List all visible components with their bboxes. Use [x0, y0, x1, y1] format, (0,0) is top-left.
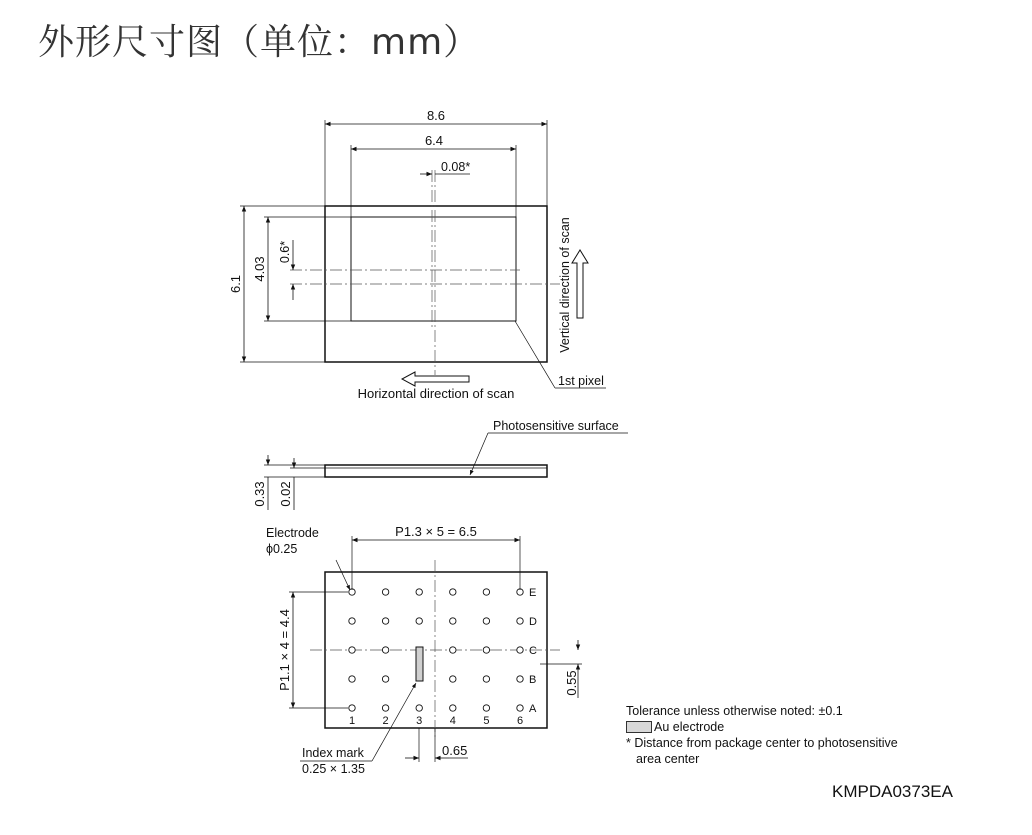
dim-0-55: 0.55 — [564, 670, 579, 696]
tolerance-note: Tolerance unless otherwise noted: ±0.1 — [626, 704, 843, 718]
index-mark-size: 0.25 × 1.35 — [302, 762, 365, 776]
electrode-pad-C2 — [382, 647, 388, 653]
electrode-pad-B2 — [382, 676, 388, 682]
dim-0-65: 0.65 — [442, 743, 468, 758]
electrode-pad-E5 — [483, 589, 489, 595]
electrode-pad-C6 — [517, 647, 523, 653]
vertical-scan-label: Vertical direction of scan — [558, 217, 572, 353]
column-label: 3 — [416, 715, 423, 727]
dim-0-6: 0.6* — [278, 240, 292, 264]
electrode-pad-A4 — [450, 705, 456, 711]
au-electrode-swatch — [626, 721, 652, 733]
electrode-pad-A2 — [382, 705, 388, 711]
au-legend — [626, 719, 898, 735]
electrode-pad-E4 — [450, 589, 456, 595]
row-label: A — [529, 703, 537, 715]
vertical-scan-arrow-icon — [572, 250, 588, 318]
electrode-pad-B1 — [349, 676, 355, 682]
side-view — [252, 419, 628, 510]
electrode-pad-A5 — [483, 705, 489, 711]
electrode-pad-B4 — [450, 676, 456, 682]
footnote-line-1: * Distance from package center to photosensitive — [626, 736, 898, 750]
horizontal-scan-arrow-icon — [402, 372, 469, 386]
electrode-pad-A3 — [416, 705, 422, 711]
electrode-grid — [349, 587, 537, 727]
electrode-label: Electrode — [266, 526, 319, 540]
photosensitive-area — [351, 217, 516, 321]
row-label: C — [529, 645, 537, 657]
electrode-pad-D2 — [382, 618, 388, 624]
horizontal-scan-label: Horizontal direction of scan — [357, 386, 515, 401]
column-label: 5 — [483, 715, 490, 727]
column-label: 1 — [348, 715, 356, 727]
notes — [626, 703, 898, 767]
electrode-pad-D1 — [349, 618, 355, 624]
index-mark-leader — [372, 683, 416, 761]
footnote-line-2: area center — [636, 752, 700, 766]
row-label: E — [529, 587, 537, 599]
photosensitive-label: Photosensitive surface — [493, 419, 619, 433]
package-side-outline — [325, 465, 547, 477]
column-label: 2 — [382, 715, 389, 727]
top-view — [228, 108, 606, 401]
electrode-pad-D4 — [450, 618, 456, 624]
document-code: KMPDA0373EA — [832, 782, 953, 801]
electrode-pad-A1 — [349, 705, 355, 711]
column-label: 6 — [516, 715, 524, 727]
electrode-pad-D5 — [483, 618, 489, 624]
dim-8-6: 8.6 — [426, 108, 446, 123]
row-label: B — [529, 674, 537, 686]
dim-pitch-y: P1.1 × 4 = 4.4 — [277, 609, 292, 691]
electrode-pad-B6 — [517, 676, 523, 682]
page-title: 外形尺寸图（单位：mm） — [38, 22, 481, 63]
index-mark-label: Index mark — [302, 746, 364, 760]
electrode-pad-D6 — [517, 618, 523, 624]
first-pixel-label: 1st pixel — [558, 374, 604, 388]
dim-4-03: 4.03 — [252, 256, 267, 282]
electrode-pad-A6 — [517, 705, 523, 711]
dim-6-4: 6.4 — [424, 133, 444, 148]
electrode-leader — [336, 560, 350, 590]
dim-6-1: 6.1 — [228, 274, 243, 294]
electrode-pad-C4 — [450, 647, 456, 653]
index-mark — [416, 647, 423, 681]
electrode-pad-E2 — [382, 589, 388, 595]
electrode-pad-C1 — [349, 647, 355, 653]
electrode-pad-B5 — [483, 676, 489, 682]
electrode-diameter: ϕ0.25 — [266, 542, 298, 556]
dim-0-08: 0.08* — [441, 160, 471, 174]
electrode-pad-D3 — [416, 618, 422, 624]
dim-0-33: 0.33 — [252, 481, 267, 507]
electrode-pad-C5 — [483, 647, 489, 653]
photosensitive-leader — [470, 433, 488, 475]
electrode-pad-E3 — [416, 589, 422, 595]
first-pixel-leader — [515, 321, 555, 388]
au-electrode-label: Au electrode — [654, 720, 725, 734]
dim-pitch-x: P1.3 × 5 = 6.5 — [395, 524, 477, 539]
row-label: D — [529, 616, 537, 628]
column-label: 4 — [449, 715, 456, 727]
dim-0-02: 0.02 — [278, 481, 293, 507]
bottom-view — [266, 524, 582, 776]
